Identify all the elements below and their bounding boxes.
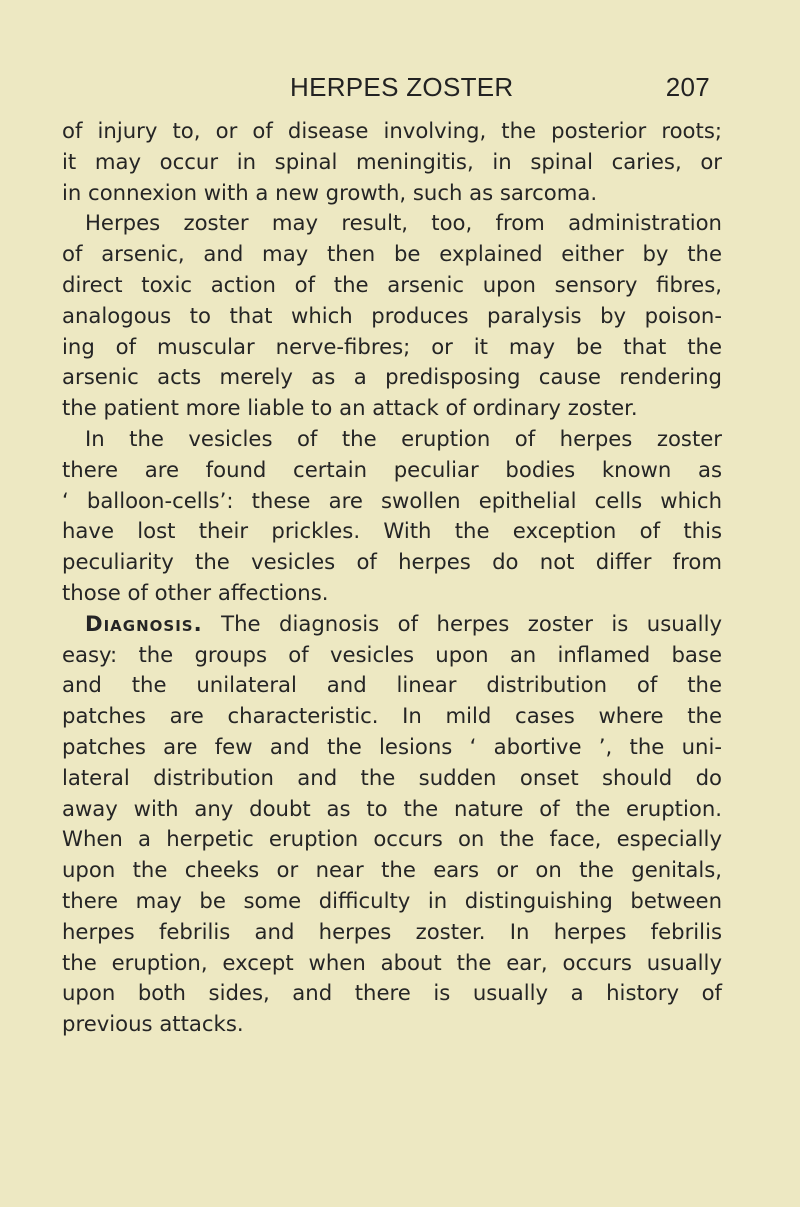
text-line: there are found certain peculiar bodies known as (62, 456, 722, 482)
body-text (62, 116, 722, 1040)
text-line: ‘ balloon-cells’: these are swollen epithelial cells which (62, 487, 722, 513)
text-line: arsenic acts merely as a predisposing cause rendering (62, 364, 722, 390)
text-line: there may be some difficulty in distinguishing between (62, 887, 722, 913)
text-line: easy: the groups of vesicles upon an inflamed base (62, 641, 722, 667)
text-line: upon both sides, and there is usually a history of (62, 980, 722, 1006)
text-line: the eruption, except when about the ear, occurs usually (62, 949, 722, 975)
section-heading: Diagnosis. (85, 610, 203, 636)
diagnosis-paragraph-first-line (62, 609, 722, 640)
page-number: 207 (665, 72, 710, 102)
text-line: of arsenic, and may then be explained either by the (62, 241, 722, 267)
text-line: previous attacks. (62, 1011, 244, 1037)
text-line: away with any doubt as to the nature of the eruption. (62, 795, 722, 821)
text-line: in connexion with a new growth, such as sarcoma. (62, 179, 598, 205)
text-line: direct toxic action of the arsenic upon sensory fibres, (62, 271, 722, 297)
text-line: The diagnosis of herpes zoster is usually (221, 610, 722, 636)
text-line: lateral distribution and the sudden onset should do (62, 764, 722, 790)
text-line: of injury to, or of disease involving, the posterior roots; (62, 118, 722, 143)
text-line: those of other affections. (62, 579, 329, 605)
text-line: When a herpetic eruption occurs on the face, especially (62, 826, 722, 852)
text-line: In the vesicles of the eruption of herpes zoster (85, 425, 722, 451)
running-title: HERPES ZOSTER (290, 72, 514, 102)
text-line: and the unilateral and linear distribution of the (62, 672, 722, 698)
text-line: it may occur in spinal meningitis, in spinal caries, or (62, 148, 722, 174)
text-line: upon the cheeks or near the ears or on the genitals, (62, 857, 722, 883)
text-line: the patient more liable to an attack of ordinary zoster. (62, 395, 638, 421)
text-line: Herpes zoster may result, too, from administration (85, 210, 722, 236)
text-line: herpes febrilis and herpes zoster. In herpes febrilis (62, 918, 722, 944)
text-line: ing of muscular nerve-fibres; or it may be that the (62, 333, 722, 359)
text-line: analogous to that which produces paralysis by poison- (62, 302, 722, 328)
text-line: peculiarity the vesicles of herpes do not differ from (62, 549, 722, 575)
text-line: patches are few and the lesions ‘ abortive ’, the uni- (62, 733, 722, 759)
text-line: patches are characteristic. In mild cases where the (62, 703, 722, 729)
text-line: have lost their prickles. With the exception of this (62, 518, 722, 544)
running-header (290, 72, 710, 106)
